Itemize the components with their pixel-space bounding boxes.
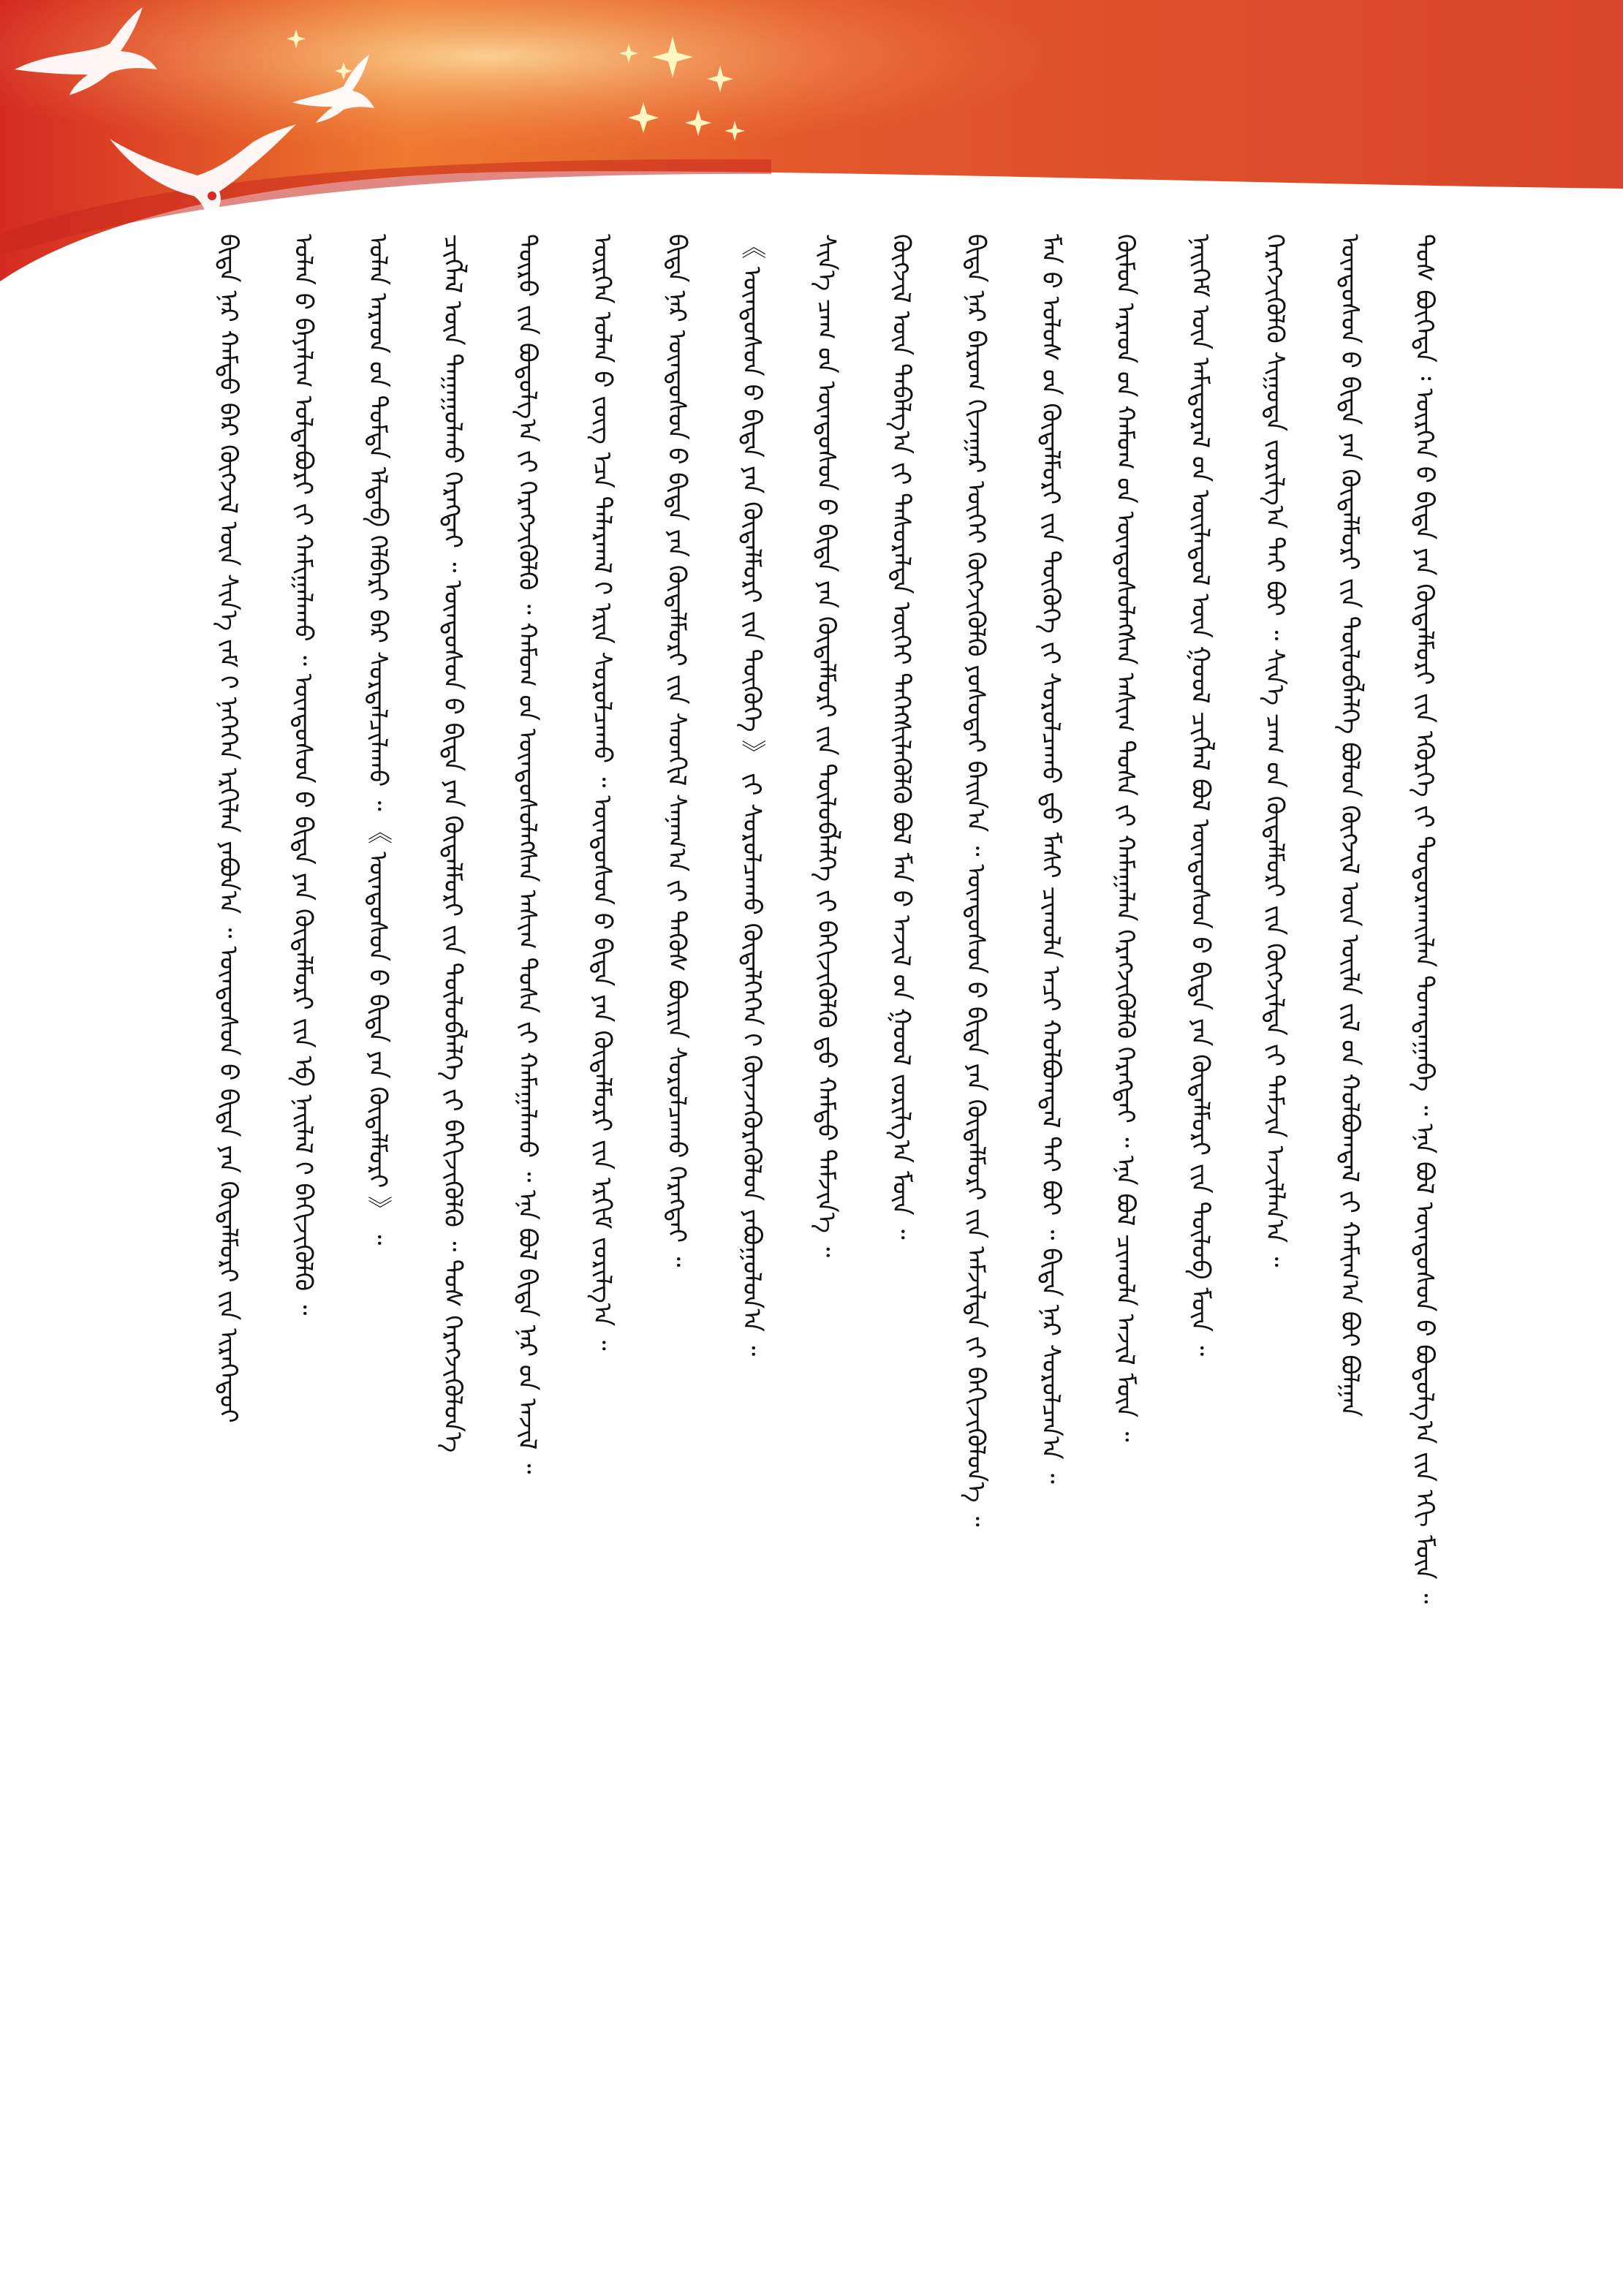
text-column: ᠲᠤᠰ ᠪᠦᠭᠡᠳᠡ ᠄ ᠥᠷᠭᠡᠨ ᠤ᠋ ᠪᠢᠳᠡ ᠶᠠᠨ ᠬᠥᠳᠡᠯᠮᠦᠷᠢ ᠶ᠋ᠢᠨ ᠡᠭᠦᠷᠭᠡ ᠶ᠋ᠢ ᠲᠣᠳᠣᠷᠬᠠᠢᠯᠠᠨ ᠲᠣᠭᠲᠠᠭᠠᠪᠠ ᠃ ᠡᠨᠡ ᠪᠣᠯ ᠦᠨᠳᠦᠰᠦᠨ ᠤ᠋ ᠪᠣᠳᠤᠯᠭ᠎ᠠ ᠶ᠋ᠢᠨ ᠡᠬᠢ ᠮᠥᠨ ᠃ — [1410, 234, 1439, 1604]
text-column: 《 ᠦᠨᠳᠦᠰᠦᠨ ᠤ᠋ ᠪᠢᠳᠡ ᠶᠠᠨ ᠬᠥᠳᠡᠯᠮᠦᠷᠢ ᠶ᠋ᠢᠨ ᠲᠦᠭᠦᠬᠡ 》 ᠶ᠋ᠢ ᠰᠤᠷᠤᠯᠴᠠᠬᠤ ᠬᠥᠳᠡᠯᠭᠡᠭᠡᠨ ᠢ᠋ ᠭᠦᠨᠵᠡᠭᠦᠷᠡᠭᠦᠯᠦᠨ ᠶᠠᠪᠤᠭᠤᠯᠤᠨ᠎ᠠ ᠃ — [736, 234, 766, 1357]
document-body — [212, 234, 1440, 2105]
text-column: ᠣᠯᠠᠨ ᠠᠷᠠᠳ ᠤ᠋ᠨ ᠳᠤᠮᠳᠠ ᠡᠯᠳᠡᠪ ᠬᠡᠯᠪᠡᠷᠢ ᠪᠡᠷ ᠰᠤᠷᠲᠠᠯᠴᠢᠯᠠᠬᠤ ᠃ 《 ᠦᠨᠳᠦᠰᠦᠨ ᠤ᠋ ᠪᠢᠳᠡ ᠶᠠᠨ ᠬᠥᠳᠡᠯᠮᠦᠷᠢ 》 ᠃ — [363, 234, 393, 1246]
text-column: ᠣᠯᠠᠨ ᠤ᠋ ᠪᠠᠶᠠᠯᠢᠭ ᠣᠯᠳᠠᠪᠤᠷᠢ ᠶ᠋ᠢ ᠬᠠᠮᠢᠭᠠᠯᠠᠬᠤ ᠃ ᠦᠨᠳᠦᠰᠦᠨ ᠤ᠋ ᠪᠢᠳᠡ ᠶᠠᠨ ᠬᠥᠳᠡᠯᠮᠦᠷᠢ ᠶ᠋ᠢᠨ ᠡᠪ ᠨᠡᠢᠯᠡᠯ ᠢ᠋ ᠪᠡᠬᠢᠵᠢᠭᠦᠯᠬᠦ ᠃ — [288, 234, 318, 1316]
text-column: ᠬᠡᠷᠡᠭᠵᠢᠭᠦᠯᠬᠦ ᠰᠢᠭᠤᠳᠠ ᠵᠣᠷᠢᠯᠭ᠎ᠠ ᠲᠠᠢ ᠪᠤᠢ ᠃ ᠰᠢᠨ᠎ᠡ ᠴᠠᠭ ᠤ᠋ᠨ ᠬᠥᠳᠡᠯᠮᠦᠷᠢ ᠶ᠋ᠢᠨ ᠬᠥᠭᠵᠢᠯᠲᠡ ᠶ᠋ᠢ ᠳᠡᠮᠵᠢᠨ ᠠᠵᠢᠯᠯᠠᠨ᠎ᠠ ᠃ — [1260, 234, 1290, 1268]
text-column: ᠦᠨᠳᠦᠰᠦᠨ ᠤ᠋ ᠪᠢᠳᠡ ᠶᠠᠨ ᠬᠥᠳᠡᠯᠮᠦᠷᠢ ᠶ᠋ᠢᠨ ᠲᠥᠯᠦᠪᠯᠡᠯᠭᠡ ᠪᠣᠯᠤᠨ ᠬᠥᠭᠵᠢᠯ ᠦᠨ ᠦᠢᠯᠡ ᠵᠢᠯ ᠤ᠋ᠨ ᠬᠣᠯᠪᠣᠭᠳᠠᠯ ᠶ᠋ᠢ ᠬᠠᠮᠢᠭ᠎ᠠ ᠪᠤᠢ ᠪᠣᠯᠭᠠᠨ — [1334, 234, 1364, 1417]
text-column: ᠪᠢᠳᠡ ᠨᠠᠷ ᠪᠠᠷᠤᠭ ᠬᠢᠵᠠᠭᠠᠷ ᠦᠭᠡᠢ ᠬᠥᠭᠵᠢᠭᠦᠯᠬᠦ ᠶᠣᠰᠣᠲᠠᠢ ᠪᠠᠢᠨ᠎ᠠ ᠃ ᠦᠨᠳᠦᠰᠦᠨ ᠤ᠋ ᠪᠢᠳᠡ ᠶᠠᠨ ᠬᠥᠳᠡᠯᠮᠦᠷᠢ ᠶ᠋ᠢᠨ ᠠᠮᠵᠢᠯᠲᠠ ᠶ᠋ᠢ ᠪᠡᠬᠢᠵᠢᠭᠦᠯᠦᠨ᠎ᠡ ᠃ — [961, 234, 991, 1527]
text-column: ᠮᠠᠨ ᠤ᠋ ᠤᠯᠤᠰ ᠤ᠋ᠨ ᠬᠥᠳᠡᠯᠮᠦᠷᠢ ᠶ᠋ᠢᠨ ᠲᠦᠭᠦᠬᠡ ᠶ᠋ᠢ ᠰᠤᠷᠤᠯᠴᠠᠬᠤ ᠳ᠋ᠤ᠌ ᠮᠠᠰᠢ ᠴᠢᠬᠤᠯᠠ ᠠᠴᠢ ᠬᠣᠯᠪᠤᠭᠳᠠᠯ ᠲᠠᠢ ᠪᠤᠢ ᠃ ᠪᠢᠳᠡ ᠨᠠᠷ ᠰᠤᠷᠤᠯᠴᠠᠨ᠎ᠠ ᠃ — [1035, 234, 1065, 1484]
text-column: ᠬᠥᠭᠵᠢᠯ ᠦᠨ ᠳᠠᠪᠠᠯᠭ᠎ᠠ ᠶ᠋ᠢ ᠲᠠᠰᠤᠷᠠᠯᠲᠠ ᠦᠭᠡᠢ ᠳᠡᠭᠡᠭᠰᠢᠯᠡᠭᠦᠯᠬᠦ ᠪᠣᠯ ᠮᠠᠨ ᠤ᠋ ᠠᠵᠢᠯ ᠤ᠋ᠨ ᠭᠣᠣᠯ ᠵᠣᠷᠢᠯᠭ᠎ᠠ ᠮᠥᠨ ᠃ — [886, 234, 916, 1240]
text-column: ᠪᠢᠳᠡ ᠨᠠᠷ ᠬᠠᠮᠲᠤ ᠪᠡᠷ ᠬᠥᠭᠵᠢᠯ ᠦᠨ ᠰᠢᠨ᠎ᠡ ᠵᠠᠮ ᠢ᠋ ᠨᠡᠭᠡᠭᠡᠨ ᠡᠷᠬᠢᠯᠡᠨ ᠶᠠᠪᠤᠨ᠎ᠠ ᠃ ᠦᠨᠳᠦᠰᠦᠨ ᠤ᠋ ᠪᠢᠳᠡ ᠶᠠᠨ ᠬᠥᠳᠡᠯᠮᠦᠷᠢ ᠶ᠋ᠢᠨ ᠢᠷᠡᠭᠡᠳᠦᠢ — [213, 234, 243, 1423]
text-column: ᠨᠡᠢᠭᠡᠮ ᠦᠨ ᠠᠮᠢᠳᠤᠷᠠᠯ ᠤ᠋ᠨ ᠦᠢᠯᠡᠳᠦᠯ ᠦᠨ ᠭᠣᠣᠯ ᠴᠢᠭᠯᠡᠯ ᠪᠣᠯ ᠦᠨᠳᠦᠰᠦᠨ ᠤ᠋ ᠪᠢᠳᠡ ᠶᠠᠨ ᠬᠥᠳᠡᠯᠮᠦᠷᠢ ᠶ᠋ᠢᠨ ᠲᠥᠯᠦᠪ ᠮᠥᠨ ᠃ — [1185, 234, 1215, 1357]
text-column: ᠴᠢᠭᠯᠡᠯ ᠦᠨ ᠳᠠᠭᠠᠭᠤᠯᠬᠤ ᠬᠡᠷᠡᠭᠲᠡᠢ ᠃ ᠦᠨᠳᠦᠰᠦᠨ ᠤ᠋ ᠪᠢᠳᠡ ᠶᠠᠨ ᠬᠥᠳᠡᠯᠮᠦᠷᠢ ᠶ᠋ᠢᠨ ᠲᠥᠯᠦᠪᠯᠡᠯᠭᠡ ᠶ᠋ᠢ ᠪᠡᠬᠢᠵᠢᠭᠦᠯᠬᠦ ᠃ ᠲᠤᠰ ᠬᠡᠷᠡᠭᠵᠢᠭᠦᠯᠦᠨ᠎ᠡ — [437, 234, 467, 1453]
text-column: ᠰᠢᠨ᠎ᠡ ᠴᠠᠭ ᠤ᠋ᠨ ᠦᠨᠳᠦᠰᠦᠨ ᠤ᠋ ᠪᠢᠳᠡ ᠶᠠᠨ ᠬᠥᠳᠡᠯᠮᠦᠷᠢ ᠶ᠋ᠢᠨ ᠲᠥᠯᠦᠪᠯᠡᠯᠭᠡ ᠶ᠋ᠢ ᠪᠡᠬᠢᠵᠢᠭᠦᠯᠬᠦ ᠳ᠋ᠤ᠌ ᠬᠠᠮᠲᠤ ᠳᠡᠮᠵᠢᠨ᠎ᠡ ᠃ — [812, 234, 841, 1258]
text-column: ᠬᠦᠮᠦᠨ ᠠᠷᠠᠳ ᠤ᠋ᠨ ᠬᠠᠮᠤᠭ ᠤ᠋ᠨ ᠦᠨᠳᠦᠰᠦᠯᠡᠭᠰᠡᠨ ᠠᠰᠢᠭ ᠲᠤᠰᠠ ᠶ᠋ᠢ ᠬᠠᠮᠠᠭᠠᠯᠠᠨ ᠬᠡᠷᠡᠭᠵᠢᠭᠦᠯᠬᠦ ᠬᠡᠷᠡᠭᠲᠡᠢ ᠃ ᠡᠨᠡ ᠪᠣᠯ ᠴᠢᠬᠤᠯᠠ ᠠᠵᠢᠯ ᠮᠥᠨ ᠃ — [1111, 234, 1140, 1442]
text-column: ᠲᠥᠷᠥ ᠶ᠋ᠢᠨ ᠪᠣᠳᠣᠯᠭ᠎ᠠ ᠶ᠋ᠢ ᠬᠡᠷᠡᠭᠵᠢᠭᠦᠯᠬᠦ ᠃ ᠬᠠᠮᠤᠭ ᠤ᠋ᠨ ᠦᠨᠳᠦᠰᠦᠯᠡᠭᠰᠡᠨ ᠠᠰᠢᠭ ᠲᠤᠰᠠ ᠶ᠋ᠢ ᠬᠠᠮᠠᠭᠠᠯᠠᠬᠤ ᠃ ᠡᠨᠡ ᠪᠣᠯ ᠪᠢᠳᠡ ᠨᠠᠷ ᠤ᠋ᠨ ᠠᠵᠢᠯ ᠃ — [512, 234, 542, 1474]
text-column: ᠥᠷᠭᠡᠨ ᠣᠯᠠᠨ ᠤ᠋ ᠵᠦᠭ ᠡᠴᠡ ᠲᠠᠯᠠᠷᠬᠠᠯ ᠢ᠋ ᠡᠷᠢᠨ ᠰᠤᠷᠤᠯᠴᠠᠬᠤ ᠃ ᠦᠨᠳᠦᠰᠦᠨ ᠤ᠋ ᠪᠢᠳᠡ ᠶᠠᠨ ᠬᠥᠳᠡᠯᠮᠦᠷᠢ ᠶ᠋ᠢᠨ ᠡᠷᠬᠢᠮ ᠵᠣᠷᠢᠯᠭ᠎ᠠ ᠃ — [587, 234, 617, 1351]
text-column: ᠪᠢᠳᠡ ᠨᠠᠷ ᠦᠨᠳᠦᠰᠦᠨ ᠤ᠋ ᠪᠢᠳᠡ ᠶᠠᠨ ᠬᠥᠳᠡᠯᠮᠦᠷᠢ ᠶ᠋ᠢᠨ ᠰᠡᠳᠬᠢᠯ ᠰᠠᠨᠠᠭ᠎ᠠ ᠶ᠋ᠢ ᠲᠡᠭᠦᠰ ᠪᠦᠷᠢᠨ ᠰᠤᠷᠤᠯᠴᠠᠬᠤ ᠬᠡᠷᠡᠭᠲᠡᠢ ᠃ — [662, 234, 692, 1268]
